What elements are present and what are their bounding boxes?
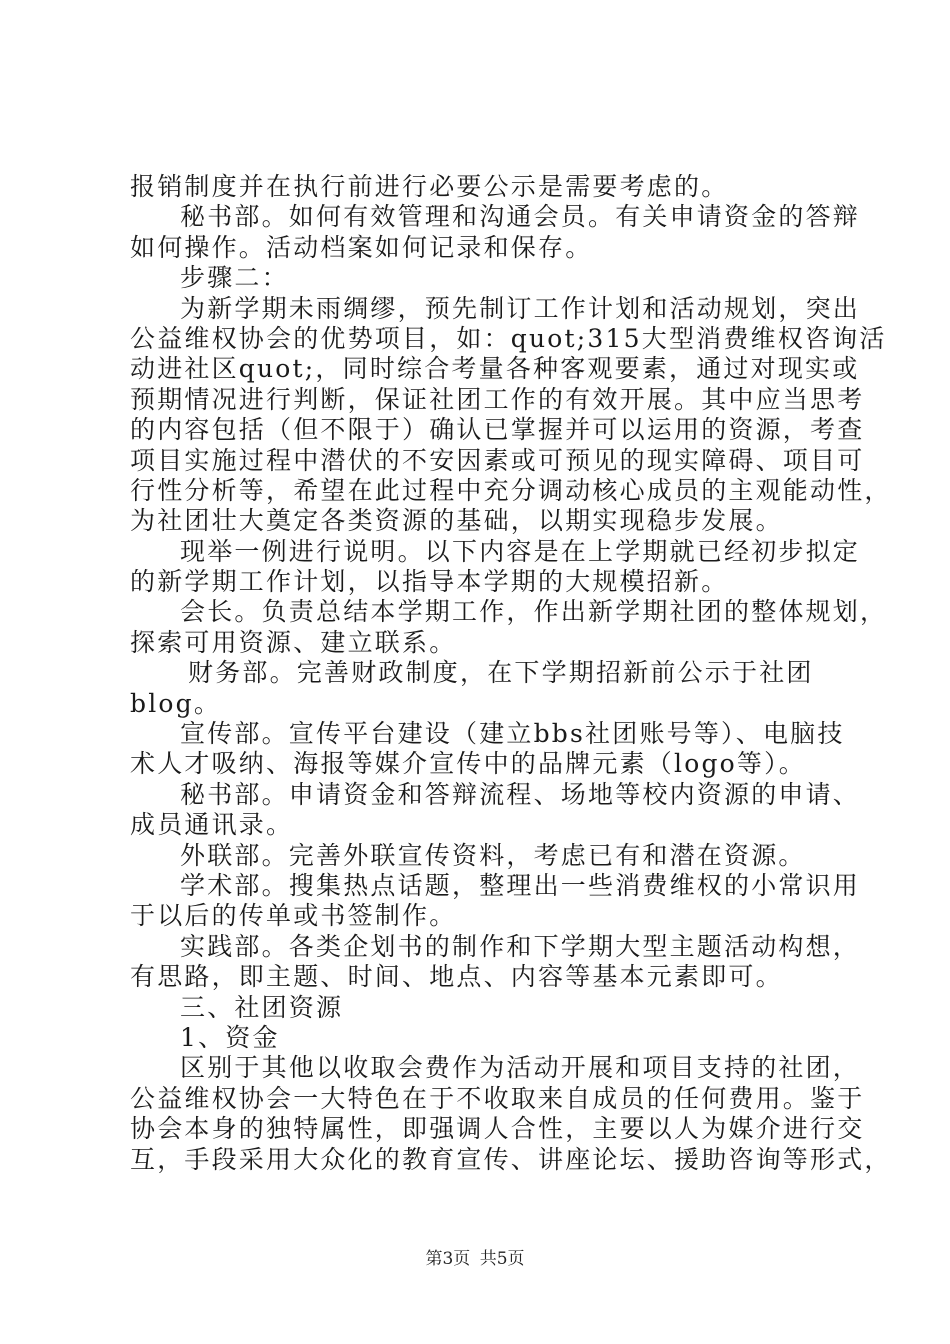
- text-line: 实践部。各类企划书的制作和下学期大型主题活动构想，: [180, 931, 861, 961]
- text-line: 协会本身的独特属性，即强调人合性，主要以人为媒介进行交: [130, 1114, 865, 1144]
- text-line: 于以后的传单或书签制作。: [130, 901, 457, 931]
- text-line: 有思路，即主题、时间、地点、内容等基本元素即可。: [130, 962, 783, 992]
- page-number: 第3页: [425, 1249, 471, 1269]
- text-line: 行性分析等，希望在此过程中充分调动核心成员的主观能动性，: [130, 475, 892, 505]
- text-line: 的新学期工作计划，以指导本学期的大规模招新。: [130, 567, 729, 597]
- text-line: 现举一例进行说明。以下内容是在上学期就已经初步拟定: [180, 536, 861, 566]
- text-line: 1、资金: [180, 1022, 280, 1052]
- text-line: 报销制度并在执行前进行必要公示是需要考虑的。: [130, 172, 729, 201]
- text-line: 学术部。搜集热点话题，整理出一些消费维权的小常识用: [180, 870, 861, 900]
- text-line: 动进社区quot;，同时综合考量各种客观要素，通过对现实或: [130, 354, 860, 384]
- text-line: 财务部。完善财政制度，在下学期招新前公示于社团: [188, 658, 814, 688]
- document-body: [130, 172, 892, 1175]
- text-line: 为新学期未雨绸缪，预先制订工作计划和活动规划，突出: [180, 293, 861, 323]
- text-line: 步骤二：: [180, 263, 289, 293]
- text-line: 项目实施过程中潜伏的不安因素或可预见的现实障碍、项目可: [130, 445, 865, 475]
- total-pages: 共5页: [479, 1249, 525, 1269]
- text-line: 区别于其他以收取会费作为活动开展和项目支持的社团，: [180, 1053, 861, 1083]
- text-line: blog。: [130, 688, 222, 718]
- text-line: 外联部。完善外联宣传资料，考虑已有和潜在资源。: [180, 840, 806, 870]
- text-line: 公益维权协会的优势项目，如：quot;315大型消费维权咨询活: [130, 323, 887, 353]
- text-line: 成员通讯录。: [130, 810, 294, 840]
- text-line: 公益维权协会一大特色在于不收取来自成员的任何费用。鉴于: [130, 1083, 865, 1113]
- text-line: 互，手段采用大众化的教育宣传、讲座论坛、援助咨询等形式，: [130, 1144, 892, 1174]
- page-footer: [0, 1244, 950, 1269]
- text-line: 如何操作。活动档案如何记录和保存。: [130, 232, 593, 262]
- text-line: 宣传部。宣传平台建设（建立bbs社团账号等）、电脑技: [180, 719, 845, 749]
- text-line: 术人才吸纳、海报等媒介宣传中的品牌元素（logo等）。: [130, 749, 807, 779]
- text-line: 为社团壮大奠定各类资源的基础，以期实现稳步发展。: [130, 506, 783, 536]
- text-line: 三、社团资源: [180, 992, 344, 1022]
- text-line: 预期情况进行判断，保证社团工作的有效开展。其中应当思考: [130, 384, 865, 414]
- text-line: 探索可用资源、建立联系。: [130, 627, 457, 657]
- text-line: 的内容包括（但不限于）确认已掌握并可以运用的资源，考查: [130, 415, 865, 445]
- text-line: 会长。负责总结本学期工作，作出新学期社团的整体规划，: [180, 597, 888, 627]
- text-line: 秘书部。申请资金和答辩流程、场地等校内资源的申请、: [180, 779, 861, 809]
- text-line: 秘书部。如何有效管理和沟通会员。有关申请资金的答辩: [180, 202, 861, 232]
